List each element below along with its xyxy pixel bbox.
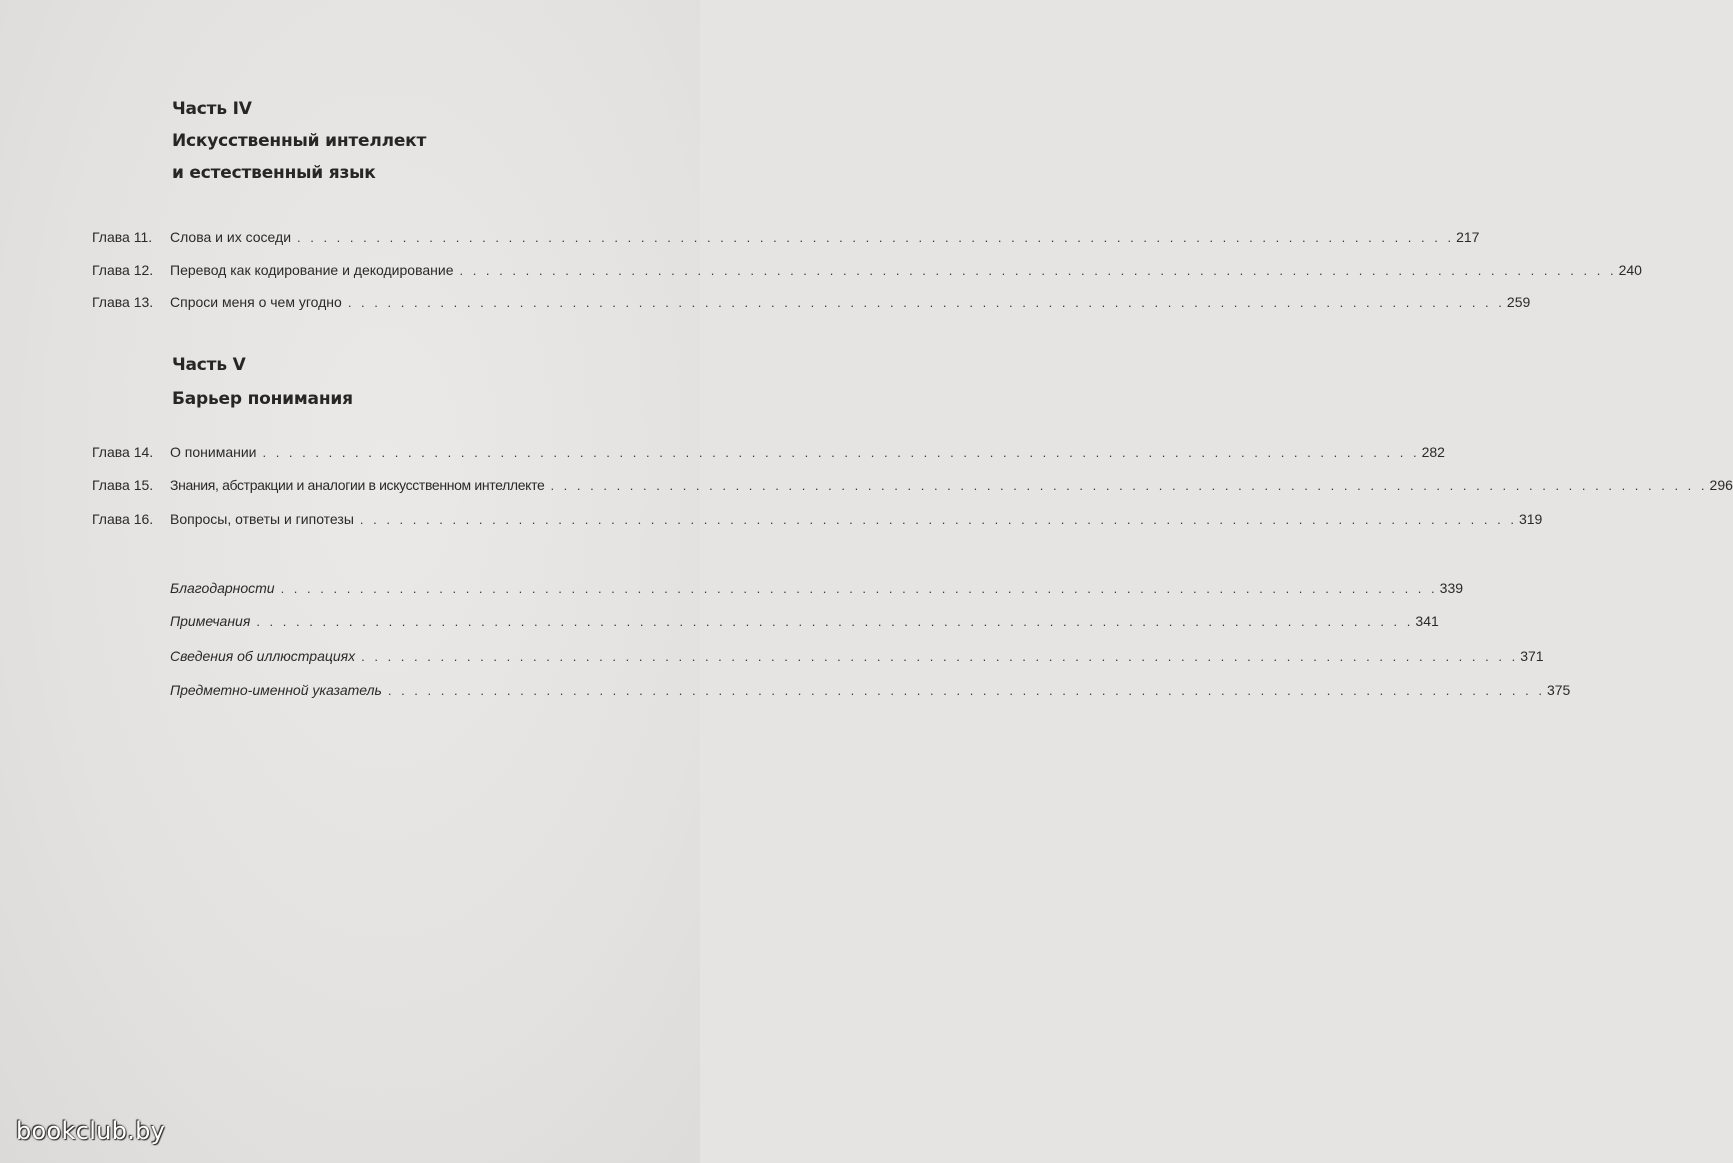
site-watermark: bookclub.by bbox=[16, 1117, 166, 1145]
toc-entry-chapter-15 bbox=[92, 474, 1733, 496]
chapter-title: Спроси меня о чем угодно bbox=[170, 294, 342, 310]
dot-leader: . . . . . . . . . . . . . . . . . . . . . . . . . . . . . . . . . . . . . . . . . . . . . . . . . . . . . . . . . . . . . . . . . . . . . . . . . . . . . . . . . . . . . . . . bbox=[361, 649, 1519, 664]
part-5-title: Барьер понимания bbox=[172, 389, 353, 409]
back-matter-title: Благодарности bbox=[170, 580, 275, 596]
dot-leader: . . . . . . . . . . . . . . . . . . . . . . . . . . . . . . . . . . . . . . . . . . . . . . . . . . . . . . . . . . . . . . . . . . . . . . . . . . . . . . . . . . . . . . . . bbox=[280, 581, 1438, 596]
chapter-title: Знания, абстракции и аналогии в искусственном интеллекте bbox=[170, 477, 545, 493]
page-number: 282 bbox=[1421, 444, 1445, 460]
dot-leader: . . . . . . . . . . . . . . . . . . . . . . . . . . . . . . . . . . . . . . . . . . . . . . . . . . . . . . . . . . . . . . . . . . . . . . . . . . . . . . . . . . . . . . . . bbox=[256, 614, 1414, 629]
part-4-number: Часть IV bbox=[172, 99, 252, 119]
toc-entry-index bbox=[92, 679, 1571, 701]
page-number: 375 bbox=[1546, 682, 1571, 698]
back-matter-title: Сведения об иллюстрациях bbox=[170, 648, 356, 664]
toc-entry-chapter-13 bbox=[92, 291, 1531, 313]
dot-leader: . . . . . . . . . . . . . . . . . . . . . . . . . . . . . . . . . . . . . . . . . . . . . . . . . . . . . . . . . . . . . . . . . . . . . . . . . . . . . . . . . . . . . . . . bbox=[262, 445, 1420, 460]
dot-leader: . . . . . . . . . . . . . . . . . . . . . . . . . . . . . . . . . . . . . . . . . . . . . . . . . . . . . . . . . . . . . . . . . . . . . . . . . . . . . . . . . . . . . . . . bbox=[347, 295, 1505, 310]
page-number: 217 bbox=[1456, 229, 1480, 245]
dot-leader: . . . . . . . . . . . . . . . . . . . . . . . . . . . . . . . . . . . . . . . . . . . . . . . . . . . . . . . . . . . . . . . . . . . . . . . . . . . . . . . . . . . . . . . . bbox=[550, 478, 1708, 493]
chapter-number: Глава 12. bbox=[92, 262, 154, 278]
chapter-title: Слова и их соседи bbox=[170, 229, 292, 245]
toc-entry-chapter-16 bbox=[92, 508, 1543, 530]
back-matter-title: Примечания bbox=[170, 613, 251, 629]
part-5-number: Часть V bbox=[172, 355, 246, 375]
part-5-heading bbox=[172, 351, 353, 413]
dot-leader: . . . . . . . . . . . . . . . . . . . . . . . . . . . . . . . . . . . . . . . . . . . . . . . . . . . . . . . . . . . . . . . . . . . . . . . . . . . . . . . . . . . . . . . . bbox=[387, 683, 1545, 698]
chapter-number: Глава 16. bbox=[92, 511, 154, 527]
part-4-title-line-2: и естественный язык bbox=[172, 163, 376, 183]
page-number: 296 bbox=[1709, 477, 1733, 493]
chapter-number: Глава 15. bbox=[92, 477, 154, 493]
part-4-heading bbox=[172, 95, 426, 187]
chapter-title: Вопросы, ответы и гипотезы bbox=[170, 511, 354, 527]
chapter-number: Глава 14. bbox=[92, 444, 154, 460]
chapter-number: Глава 13. bbox=[92, 294, 154, 310]
toc-entry-notes bbox=[92, 610, 1439, 632]
back-matter-title: Предметно-именной указатель bbox=[170, 682, 382, 698]
chapter-title: О понимании bbox=[170, 444, 257, 460]
part-4-title-line-1: Искусственный интеллект bbox=[172, 131, 427, 151]
toc-entry-acknowledgements bbox=[92, 577, 1464, 599]
page-number: 240 bbox=[1618, 262, 1642, 278]
page-number: 371 bbox=[1520, 648, 1544, 664]
toc-entry-chapter-14 bbox=[92, 441, 1445, 463]
page-number: 319 bbox=[1518, 511, 1543, 527]
chapter-number: Глава 11. bbox=[92, 229, 153, 245]
toc-entry-illustrations bbox=[92, 645, 1544, 667]
chapter-title: Перевод как кодирование и декодирование bbox=[170, 262, 454, 278]
dot-leader: . . . . . . . . . . . . . . . . . . . . . . . . . . . . . . . . . . . . . . . . . . . . . . . . . . . . . . . . . . . . . . . . . . . . . . . . . . . . . . . . . . . . . . . . bbox=[297, 230, 1455, 245]
dot-leader: . . . . . . . . . . . . . . . . . . . . . . . . . . . . . . . . . . . . . . . . . . . . . . . . . . . . . . . . . . . . . . . . . . . . . . . . . . . . . . . . . . . . . . . . bbox=[459, 263, 1617, 278]
toc-entry-chapter-11 bbox=[92, 226, 1480, 248]
page-number: 259 bbox=[1506, 294, 1531, 310]
toc-entry-chapter-12 bbox=[92, 259, 1642, 281]
page-number: 339 bbox=[1439, 580, 1464, 596]
dot-leader: . . . . . . . . . . . . . . . . . . . . . . . . . . . . . . . . . . . . . . . . . . . . . . . . . . . . . . . . . . . . . . . . . . . . . . . . . . . . . . . . . . . . . . . . bbox=[359, 512, 1517, 527]
page-number: 341 bbox=[1415, 613, 1439, 629]
